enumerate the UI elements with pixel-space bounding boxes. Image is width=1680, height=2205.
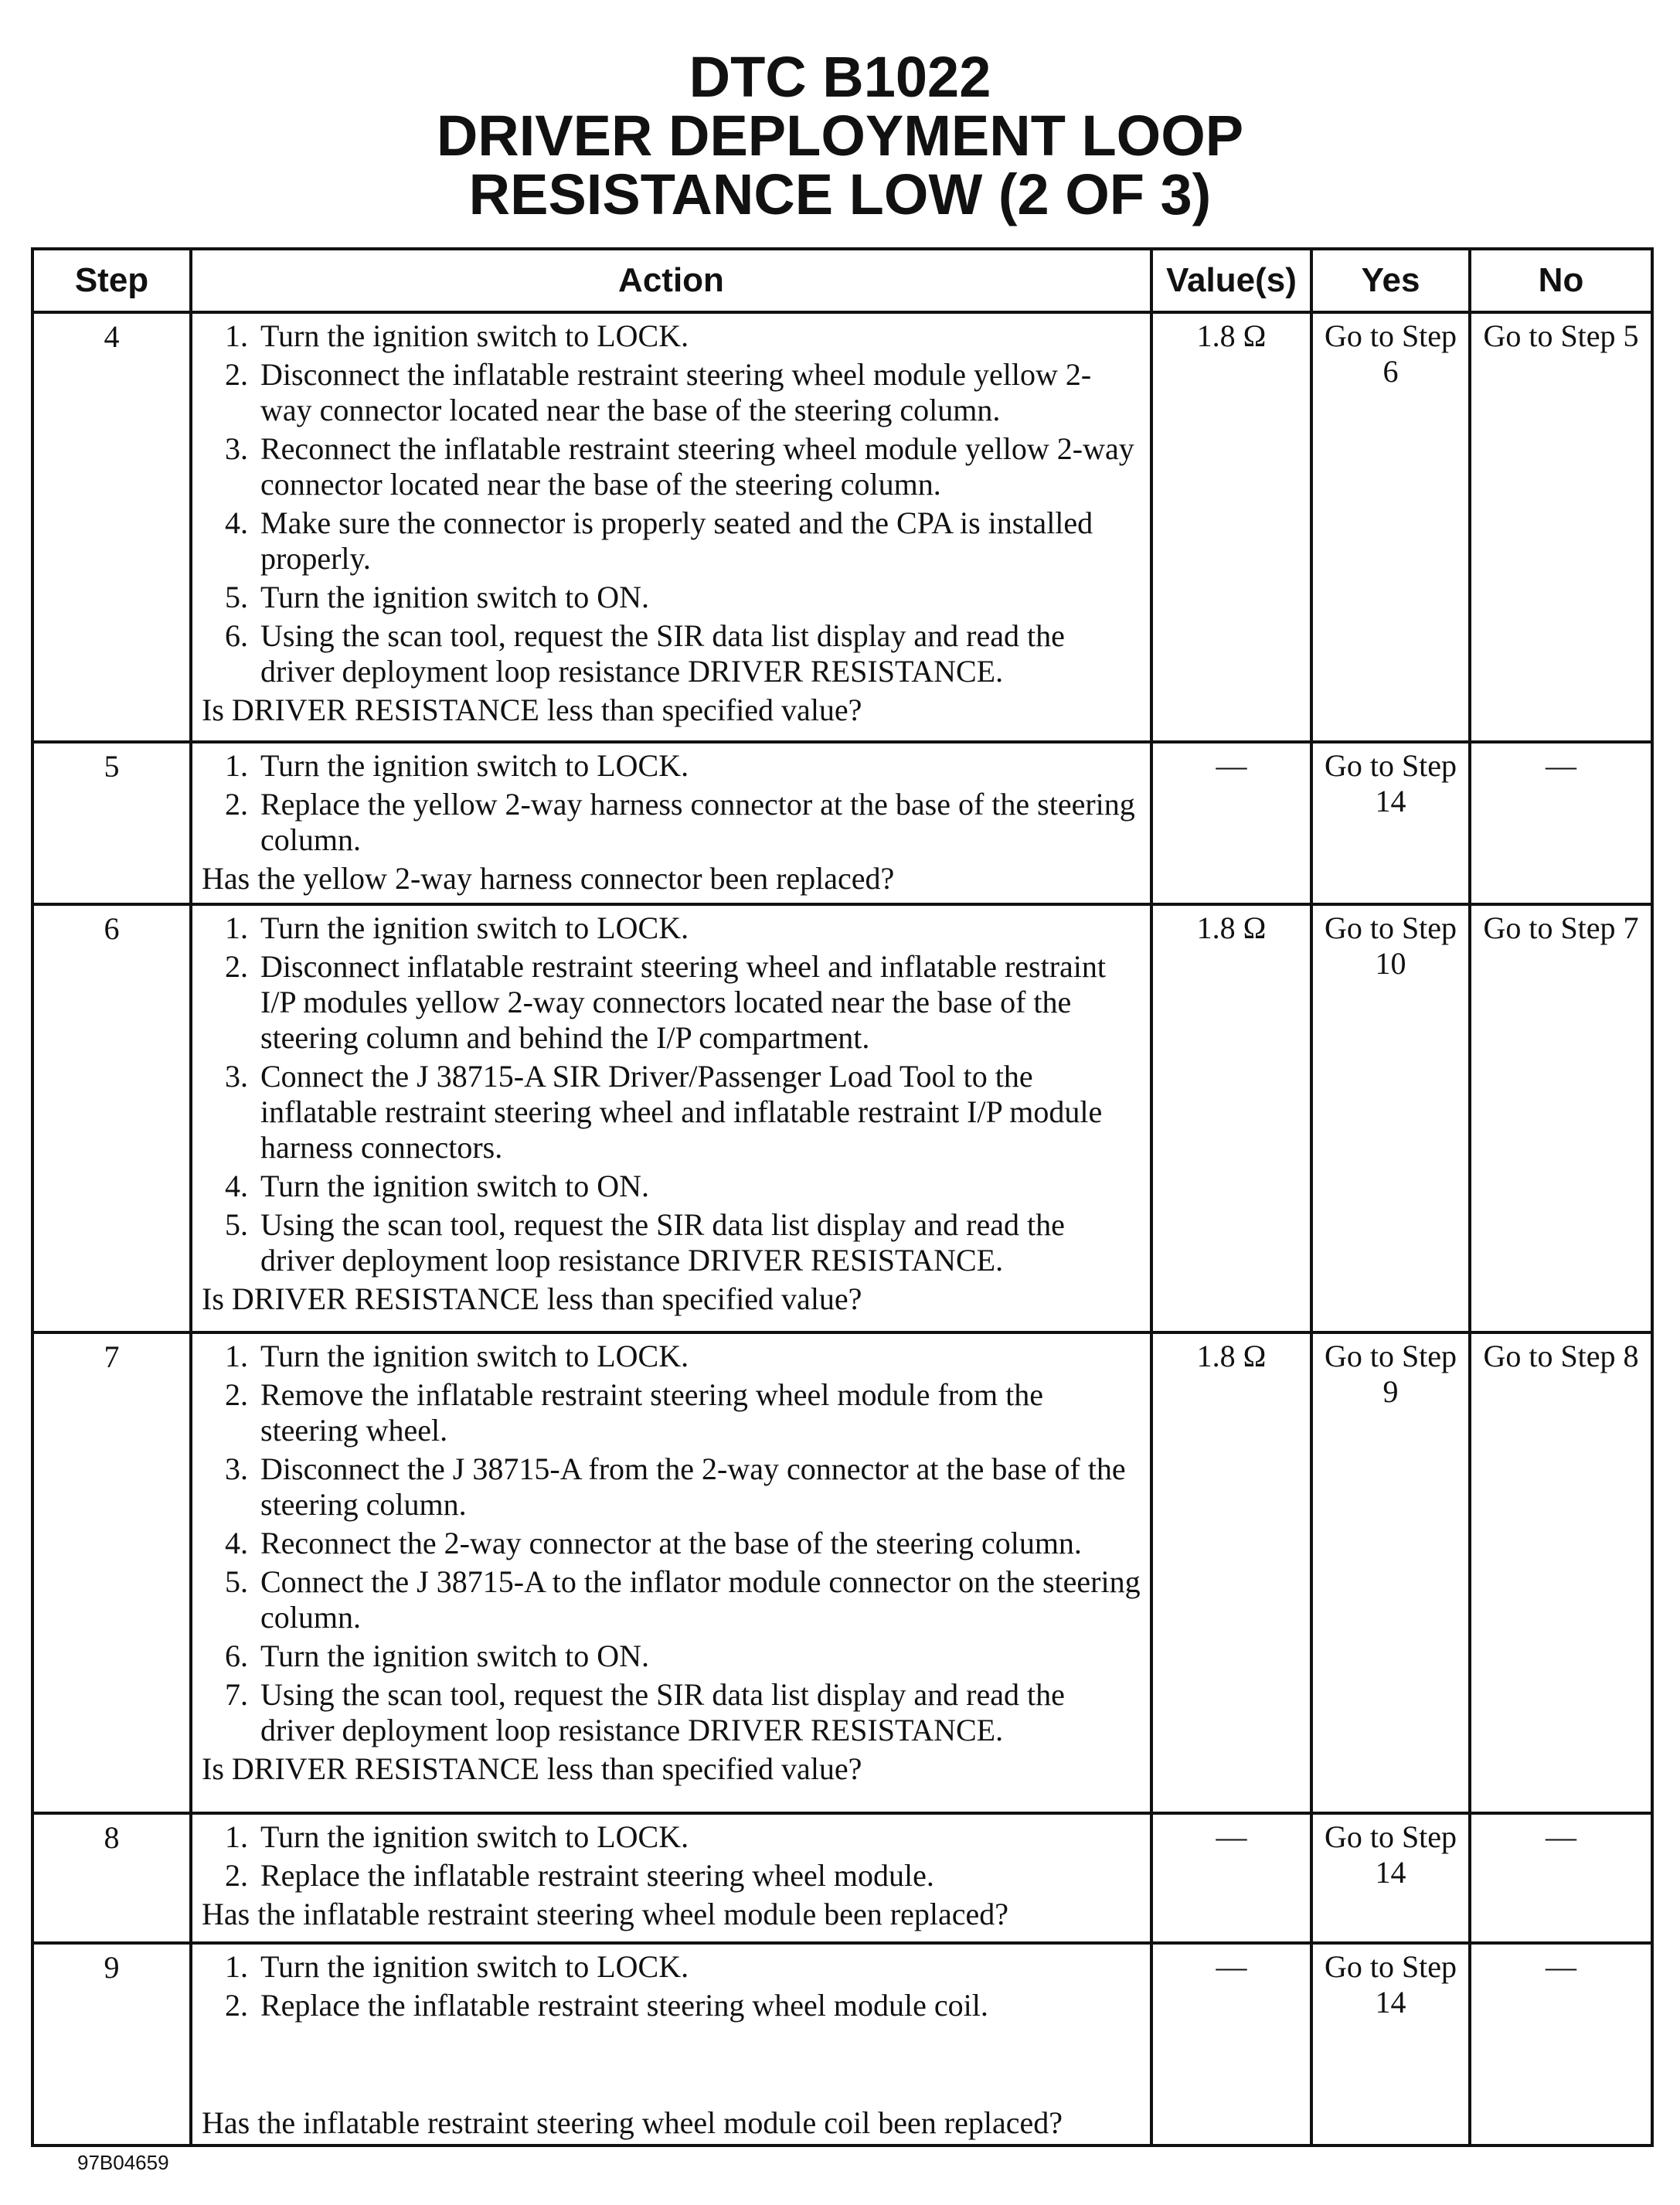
action-item: 2. Replace the inflatable restraint steering wheel module. — [256, 1858, 1141, 1894]
action-item: 1. Turn the ignition switch to LOCK. — [256, 910, 1141, 946]
action-list — [202, 1819, 1141, 1894]
action-cell — [191, 312, 1151, 742]
yes-cell: Go to Step 14 — [1311, 1943, 1470, 2145]
header-action: Action — [191, 249, 1151, 312]
header-values: Value(s) — [1151, 249, 1311, 312]
action-question: Is DRIVER RESISTANCE less than specified value? — [202, 1281, 862, 1316]
action-item: 4. Turn the ignition switch to ON. — [256, 1169, 1141, 1204]
no-cell: — — [1470, 1943, 1652, 2145]
step-number: 6 — [32, 904, 191, 1332]
header-no: No — [1470, 249, 1652, 312]
table-row — [32, 742, 1652, 904]
value-cell: 1.8 Ω — [1151, 1332, 1311, 1813]
action-cell — [191, 1813, 1151, 1943]
table-header-row — [32, 249, 1652, 312]
action-item: 7. Using the scan tool, request the SIR data list display and read the driver deployment loop resistance DRIVER RESISTANCE. — [256, 1677, 1141, 1748]
value-cell: — — [1151, 742, 1311, 904]
yes-cell: Go to Step 14 — [1311, 742, 1470, 904]
blank-space — [202, 2026, 1141, 2104]
action-item: 2. Disconnect the inflatable restraint steering wheel module yellow 2-way connector located near the base of the steering column. — [256, 357, 1141, 428]
no-cell: Go to Step 7 — [1470, 904, 1652, 1332]
action-question: Is DRIVER RESISTANCE less than specified value? — [202, 1751, 862, 1786]
action-list — [202, 1949, 1141, 2023]
action-item: 5. Using the scan tool, request the SIR data list display and read the driver deployment loop resistance DRIVER RESISTANCE. — [256, 1207, 1141, 1278]
table-row — [32, 312, 1652, 742]
action-item: 1. Turn the ignition switch to LOCK. — [256, 748, 1141, 784]
action-cell — [191, 904, 1151, 1332]
action-question: Has the yellow 2-way harness connector been replaced? — [202, 861, 895, 896]
action-item: 4. Reconnect the 2-way connector at the base of the steering column. — [256, 1526, 1141, 1561]
action-list — [202, 318, 1141, 689]
table-row — [32, 1332, 1652, 1813]
header-step: Step — [32, 249, 191, 312]
document-code: 97B04659 — [77, 2151, 169, 2174]
action-item: 2. Remove the inflatable restraint steering wheel module from the steering wheel. — [256, 1377, 1141, 1448]
action-item: 6. Using the scan tool, request the SIR data list display and read the driver deployment loop resistance DRIVER RESISTANCE. — [256, 618, 1141, 689]
action-item: 2. Replace the yellow 2-way harness connector at the base of the steering column. — [256, 787, 1141, 858]
action-item: 1. Turn the ignition switch to LOCK. — [256, 318, 1141, 354]
diagnostic-table — [31, 247, 1654, 2147]
action-item: 2. Disconnect inflatable restraint steering wheel and inflatable restraint I/P modules yellow 2-way connectors located near the base of the steering column and behind the I/P compartment. — [256, 949, 1141, 1056]
action-cell — [191, 1332, 1151, 1813]
value-cell: — — [1151, 1813, 1311, 1943]
action-list — [202, 910, 1141, 1278]
step-number: 8 — [32, 1813, 191, 1943]
no-cell: Go to Step 8 — [1470, 1332, 1652, 1813]
table-row — [32, 904, 1652, 1332]
action-cell — [191, 742, 1151, 904]
table-row — [32, 1813, 1652, 1943]
title-line-2: DRIVER DEPLOYMENT LOOP — [436, 104, 1244, 168]
action-item: 4. Make sure the connector is properly seated and the CPA is installed properly. — [256, 505, 1141, 577]
no-cell: — — [1470, 742, 1652, 904]
action-question: Is DRIVER RESISTANCE less than specified value? — [202, 692, 862, 727]
action-item: 3. Connect the J 38715-A SIR Driver/Passenger Load Tool to the inflatable restraint steering wheel and inflatable restraint I/P module harness connectors. — [256, 1059, 1141, 1165]
action-item: 6. Turn the ignition switch to ON. — [256, 1638, 1141, 1674]
action-item: 2. Replace the inflatable restraint steering wheel module coil. — [256, 1988, 1141, 2023]
action-item: 5. Connect the J 38715-A to the inflator module connector on the steering column. — [256, 1564, 1141, 1635]
value-cell: — — [1151, 1943, 1311, 2145]
yes-cell: Go to Step 9 — [1311, 1332, 1470, 1813]
yes-cell: Go to Step 14 — [1311, 1813, 1470, 1943]
yes-cell: Go to Step 10 — [1311, 904, 1470, 1332]
step-number: 5 — [32, 742, 191, 904]
title-line-3: RESISTANCE LOW (2 OF 3) — [468, 162, 1212, 226]
no-cell: Go to Step 5 — [1470, 312, 1652, 742]
action-item: 1. Turn the ignition switch to LOCK. — [256, 1339, 1141, 1374]
value-cell: 1.8 Ω — [1151, 312, 1311, 742]
action-cell — [191, 1943, 1151, 2145]
action-item: 3. Disconnect the J 38715-A from the 2-way connector at the base of the steering column. — [256, 1451, 1141, 1523]
step-number: 9 — [32, 1943, 191, 2145]
action-item: 3. Reconnect the inflatable restraint steering wheel module yellow 2-way connector located near the base of the steering column. — [256, 431, 1141, 502]
step-number: 4 — [32, 312, 191, 742]
action-question: Has the inflatable restraint steering wheel module coil been replaced? — [202, 2105, 1063, 2140]
table-row — [32, 1943, 1652, 2145]
yes-cell: Go to Step 6 — [1311, 312, 1470, 742]
title-line-1: DTC B1022 — [689, 45, 991, 109]
action-list — [202, 748, 1141, 858]
page-title — [0, 45, 1680, 226]
action-list — [202, 1339, 1141, 1748]
action-question: Has the inflatable restraint steering wheel module been replaced? — [202, 1897, 1008, 1931]
action-item: 5. Turn the ignition switch to ON. — [256, 580, 1141, 615]
action-item: 1. Turn the ignition switch to LOCK. — [256, 1949, 1141, 1985]
no-cell: — — [1470, 1813, 1652, 1943]
header-yes: Yes — [1311, 249, 1470, 312]
action-item: 1. Turn the ignition switch to LOCK. — [256, 1819, 1141, 1855]
step-number: 7 — [32, 1332, 191, 1813]
value-cell: 1.8 Ω — [1151, 904, 1311, 1332]
